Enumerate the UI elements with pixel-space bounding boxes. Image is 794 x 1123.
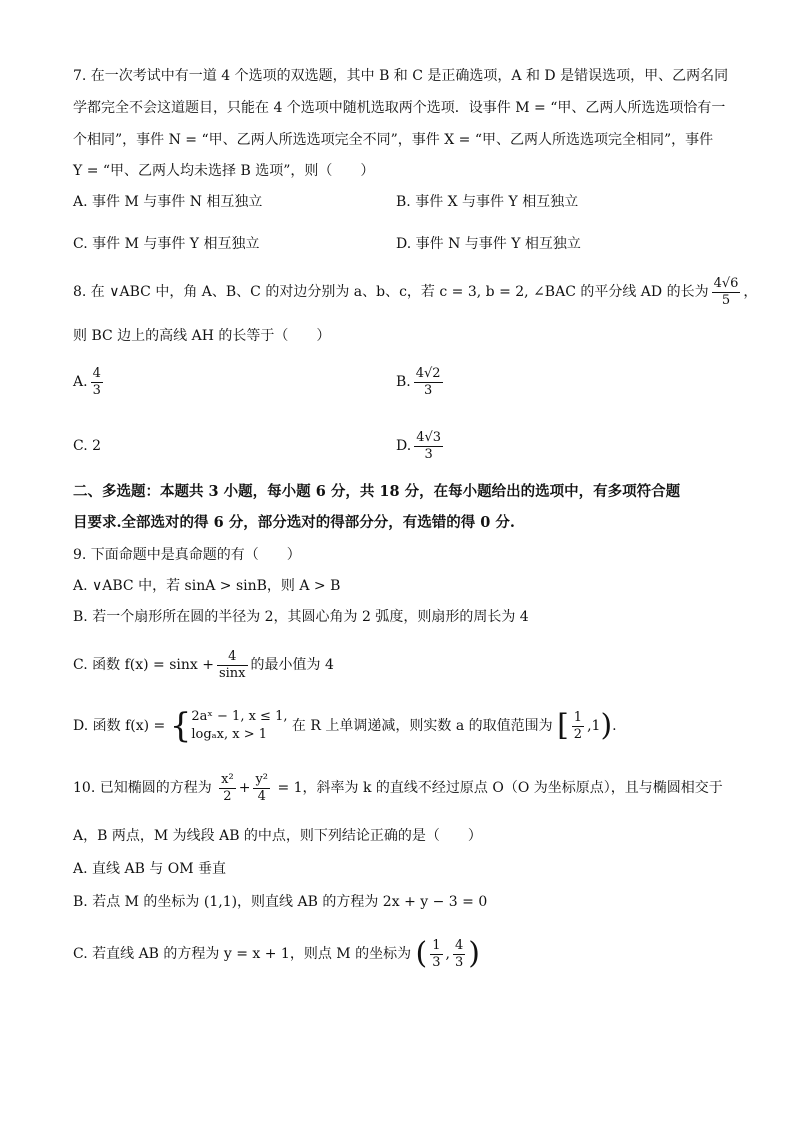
q9-option-b: B. 若一个扇形所在圆的半径为 2，其圆心角为 2 弧度，则扇形的周长为 4 [73, 609, 529, 625]
q8-text-1: 8. 在 ∨ABC 中，角 A、B、C 的对边分别为 a、b、c，若 c = 3, b = 2, ∠BAC 的平分线 AD 的长为 [73, 284, 709, 300]
q7-option-c: C. 事件 M 与事件 Y 相互独立 [73, 236, 260, 252]
q8-line-2: 则 BC 边上的高线 AH 的长等于（ ） [73, 328, 331, 344]
q10-line-2: A，B 两点，M 为线段 AB 的中点，则下列结论正确的是（ ） [73, 828, 482, 844]
q7-line-1: 7. 在一次考试中有一道 4 个选项的双选题，其中 B 和 C 是正确选项，A 和 D 是错误选项，甲、乙两名同 [73, 68, 729, 84]
q7-line-2: 学都完全不会这道题目，只能在 4 个选项中随机选取两个选项．设事件 M = “甲、乙两人所选选项恰有一 [73, 100, 726, 116]
q8-option-d: D. $\frac{4√3}{3}$ [396, 429, 442, 462]
q9-option-c: C. 函数 f(x) = sinx + $\frac{4}{\sin x}$ 的最小值为 4 [73, 648, 334, 681]
q10-option-c: C. 若直线 AB 的方程为 y = x + 1，则点 M 的坐标为 ( $\frac{1}{3}$ , $\frac{4}{3}$ ) [73, 936, 480, 971]
q8-line-1: 8. 在 ∨ABC 中，角 A、B、C 的对边分别为 a、b、c，若 c = 3, b = 2, ∠BAC 的平分线 AD 的长为 $\frac{4√6}{5}$ ， [73, 275, 758, 308]
q10-option-a: A. 直线 AB 与 OM 垂直 [73, 861, 227, 877]
q7-line-4: Y = “甲、乙两人均未选择 B 选项”，则（ ） [73, 163, 375, 179]
section-heading-line-1: 二、多选题：本题共 3 小题，每小题 6 分，共 18 分，在每小题给出的选项中，有多项符合题 [73, 483, 681, 500]
q9-stem: 9. 下面命题中是真命题的有（ ） [73, 547, 301, 563]
q8-option-a: A. $\frac{4}{3}$ [73, 365, 101, 398]
section-heading-line-2: 目要求.全部选对的得 6 分，部分选对的得部分分，有选错的得 0 分. [73, 514, 515, 531]
q8-option-c: C. 2 [73, 438, 102, 454]
q7-option-d: D. 事件 N 与事件 Y 相互独立 [396, 236, 581, 252]
q7-option-b: B. 事件 X 与事件 Y 相互独立 [396, 194, 579, 210]
q10-line-1: 10. 已知椭圆的方程为 $\frac{\text{x²}}{2}$ + $\frac{\text{y²}}{4}$ = 1，斜率为 k 的直线不经过原点 O（O 为坐标原点），且与椭圆相交于 [73, 771, 723, 804]
q9-option-a: A. ∨ABC 中，若 sinA > sinB，则 A > B [73, 578, 341, 594]
q9-option-d: D. 函数 f(x) = { 2aˣ − 1, x ≤ 1, logₐx, x > 1 在 R 上单调递减，则实数 a 的取值范围为 [ $\frac{1}{2}$ ,1). [73, 706, 617, 746]
q8-ad-length: $\frac{4√6}{5}$ [713, 275, 739, 308]
q7-option-a: A. 事件 M 与事件 N 相互独立 [73, 194, 263, 210]
q10-option-b: B. 若点 M 的坐标为 (1,1)，则直线 AB 的方程为 2x + y − 3 = 0 [73, 894, 488, 910]
q8-option-b: B. $\frac{4√2}{3}$ [396, 365, 441, 398]
q7-line-3: 个相同”，事件 N = “甲、乙两人所选选项完全不同”，事件 X = “甲、乙两人所选选项完全相同”，事件 [73, 132, 714, 148]
